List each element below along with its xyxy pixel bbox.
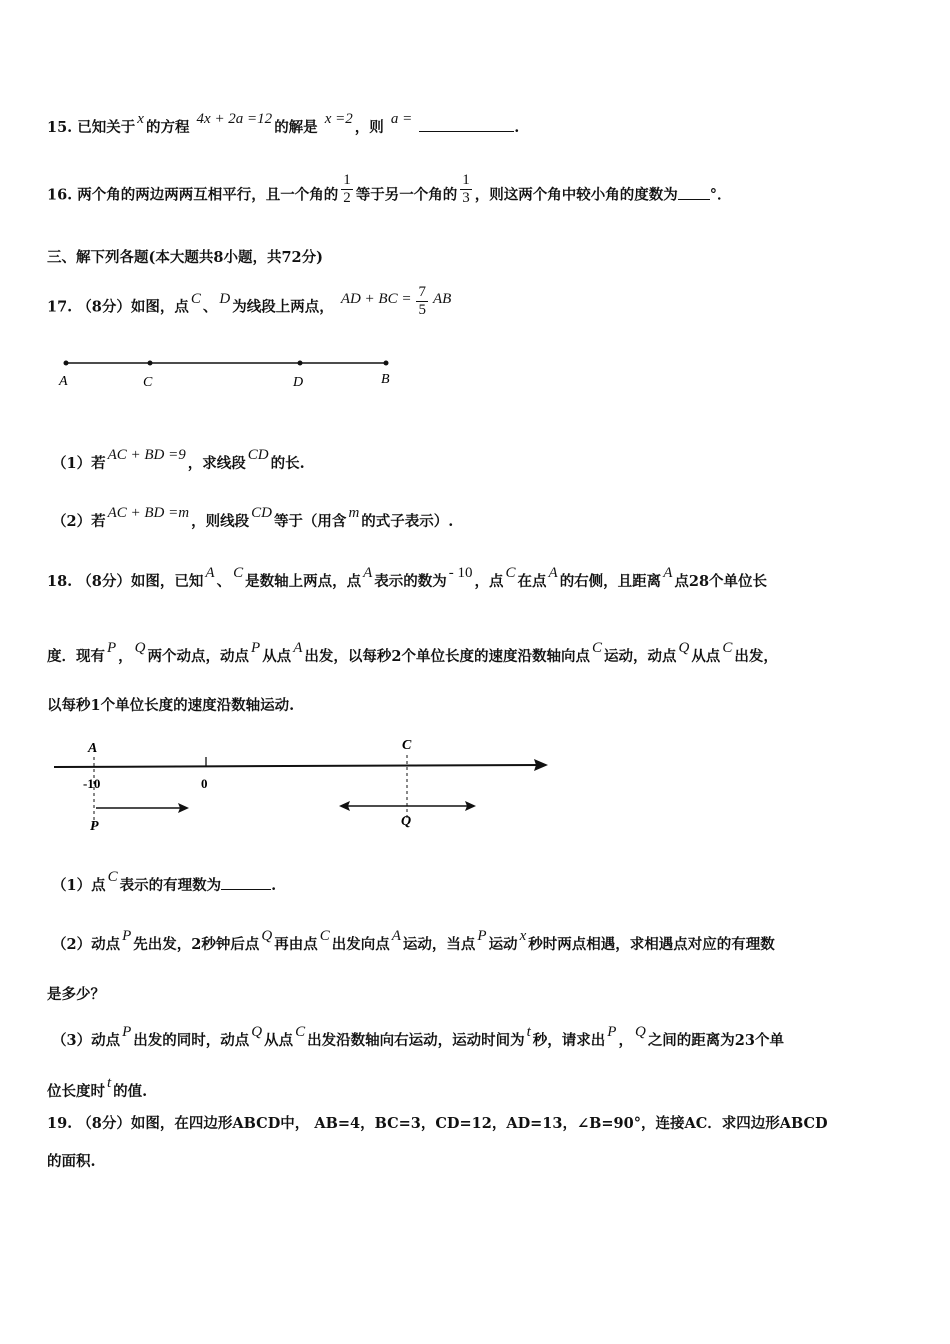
fraction-one-third: $\frac{1}{3}$ (462, 172, 470, 206)
tick-label-minus-10: -10 (83, 776, 101, 791)
equation: 4x + 2a =12 (196, 111, 273, 127)
question-16: 16. 两个角的两边两两互相平行，且一个角的 $\frac{1}{2}$ 等于另一个角的 $\frac{1}{3}$ ，则这两个角中较小角的度数为 °． (47, 172, 732, 206)
question-18-line-1: 18. （8分）如图，已知 A 、 C 是数轴上两点，点 A 表示的数为 - 10 ，点 C 在点 A 的右侧，且距离 A 点28个单位长 (47, 565, 768, 590)
point-a (64, 361, 69, 366)
number-line-figure (50, 735, 560, 835)
question-18-line-3: 以每秒1个单位长度的速度沿数轴运动. (47, 697, 295, 714)
point-d (298, 361, 303, 366)
question-18-part-2: （2）动点 P 先出发，2秒钟后点 Q 再由点 C 出发向点 A 运动，当点 P 运动 x 秒时两点相遇，求相遇点对应的有理数 (52, 928, 775, 953)
label-b: B (381, 372, 390, 387)
answer-blank (221, 889, 271, 890)
label-a: A (59, 374, 68, 389)
point-b (384, 361, 389, 366)
question-19: 19. （8分）如图，在四边形ABCD中， AB=4，BC=3，CD=12，AD=13，∠B=90°，连接AC．求四边形ABCD (47, 1115, 828, 1132)
question-17-part-1: （1）若 AC + BD =9 ，求线段 CD 的长. (52, 447, 305, 472)
label-a: A (88, 741, 98, 756)
fraction-one-half: $\frac{1}{2}$ (343, 172, 351, 206)
question-17-part-2: （2）若 AC + BD =m ，则线段 CD 等于（用含 m 的式子表示）. (52, 505, 454, 530)
label-q: Q (401, 814, 412, 829)
question-18-line-2: 度．现有 P ， Q 两个动点，动点 P 从点 A 出发，以每秒2个单位长度的速度沿数轴向点 C 运动，动点 Q 从点 C 出发， (47, 640, 778, 665)
label-d: D (293, 375, 304, 390)
label-c: C (143, 375, 153, 390)
question-19-cont: 的面积. (47, 1153, 96, 1170)
question-15: 15. 已知关于 x 的方程 4x + 2a =12 的解是 x =2 ，则 a = . (47, 111, 520, 136)
answer-blank (419, 131, 514, 132)
question-17: 17. （8分）如图，点 C 、 D 为线段上两点， AD + BC = $\frac{7}{5}$ AB (47, 284, 452, 318)
question-18-part-2-cont: 是多少？ (47, 986, 105, 1003)
section-heading: 三、解下列各题(本大题共8小题，共72分) (47, 249, 323, 266)
label-p: P (90, 819, 99, 834)
number-axis (54, 765, 542, 767)
question-18-part-3: （3）动点 P 出发的同时，动点 Q 从点 C 出发沿数轴向右运动，运动时间为 t 秒，请求出 P ， Q 之间的距离为23个单 (52, 1024, 784, 1049)
point-c (148, 361, 153, 366)
label-c: C (402, 738, 412, 753)
question-18-part-1: （1）点 C 表示的有理数为 . (52, 869, 277, 894)
axis-arrow (534, 759, 548, 771)
question-18-part-3-cont: 位长度时 t 的值. (47, 1075, 148, 1100)
tick-label-0: 0 (201, 776, 208, 791)
segment-figure (50, 350, 400, 395)
fraction-seven-fifths: $\frac{7}{5}$ (418, 284, 426, 318)
answer-blank (678, 199, 710, 200)
